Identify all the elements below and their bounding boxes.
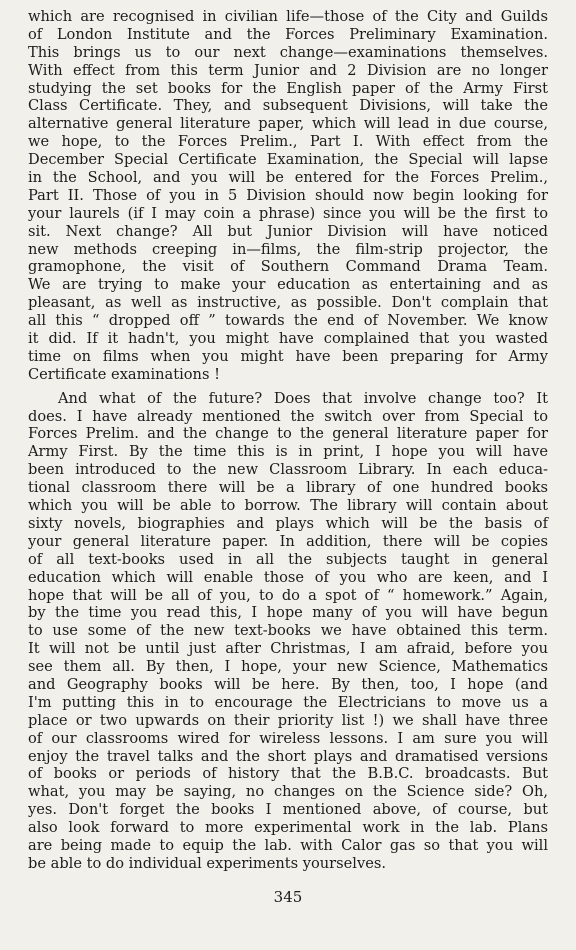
text-line: gramophone, the visit of Southern Command Drama Team. — [28, 258, 548, 276]
text-line: it did. If it hadn't, you might have complained that you wasted — [28, 330, 548, 348]
text-line: and Geography books will be here. By then, too, I hope (and — [28, 675, 548, 693]
text-line: all this “ dropped off ” towards the end of November. We know — [28, 312, 548, 330]
text-line: been introduced to the new Classroom Library. In each educa- — [28, 461, 548, 479]
text-line: education which will enable those of you who are keen, and I — [28, 568, 548, 586]
text-line: Part II. Those of you in 5 Division should now begin looking for — [28, 186, 548, 204]
text-line: by the time you read this, I hope many of you will have begun — [28, 604, 548, 622]
text-line: hope that will be all of you, to do a spot of “ homework.” Again, — [28, 586, 548, 604]
text-line: does. I have already mentioned the switch over from Special to — [28, 407, 548, 425]
text-line: studying the set books for the English paper of the Army First — [28, 79, 548, 97]
document-body — [28, 8, 548, 873]
text-line: of our classrooms wired for wireless lessons. I am sure you will — [28, 729, 548, 747]
text-line: alternative general literature paper, which will lead in due course, — [28, 115, 548, 133]
paragraph-2 — [28, 390, 548, 873]
text-line: I'm putting this in to encourage the Electricians to move us a — [28, 693, 548, 711]
text-line: December Special Certificate Examination, the Special will lapse — [28, 151, 548, 169]
text-line: This brings us to our next change—examinations themselves. — [28, 43, 548, 61]
text-line: pleasant, as well as instructive, as possible. Don't complain that — [28, 294, 548, 312]
text-line: sixty novels, biographies and plays which will be the basis of — [28, 514, 548, 532]
text-line: Forces Prelim. and the change to the general literature paper for — [28, 425, 548, 443]
text-line: are being made to equip the lab. with Calor gas so that you will — [28, 836, 548, 854]
text-line: be able to do individual experiments yourselves. — [28, 854, 386, 872]
text-line: your general literature paper. In addition, there will be copies — [28, 532, 548, 550]
text-line: also look forward to more experimental work in the lab. Plans — [28, 819, 548, 837]
text-line: Certificate examinations ! — [28, 365, 220, 383]
text-line: of all text-books used in all the subjects taught in general — [28, 550, 548, 568]
text-line: of books or periods of history that the B.B.C. broadcasts. But — [28, 765, 548, 783]
text-line: With effect from this term Junior and 2 Division are no longer — [28, 61, 548, 79]
text-line: Class Certificate. They, and subsequent Divisions, will take the — [28, 97, 548, 115]
text-line: which you will be able to borrow. The library will contain about — [28, 497, 548, 515]
text-line: in the School, and you will be entered for the Forces Prelim., — [28, 169, 548, 187]
text-line: place or two upwards on their priority list !) we shall have three — [28, 711, 548, 729]
text-line: which are recognised in civilian life—those of the City and Guilds — [28, 8, 548, 25]
text-line: to use some of the new text-books we have obtained this term. — [28, 622, 548, 640]
text-line: new methods creeping in—films, the film-strip projector, the — [28, 240, 548, 258]
text-line: see them all. By then, I hope, your new Science, Mathematics — [28, 658, 548, 676]
text-line: yes. Don't forget the books I mentioned above, of course, but — [28, 801, 548, 819]
text-line: enjoy the travel talks and the short plays and dramatised versions — [28, 747, 548, 765]
paragraph-1 — [28, 8, 548, 384]
text-line: And what of the future? Does that involve change too? It — [58, 389, 548, 407]
text-line: we hope, to the Forces Prelim., Part I. With effect from the — [28, 133, 548, 151]
text-line: tional classroom there will be a library of one hundred books — [28, 479, 548, 497]
page-number: 345 — [273, 888, 303, 906]
text-line: sit. Next change? All but Junior Division will have noticed — [28, 222, 548, 240]
text-line: of London Institute and the Forces Preliminary Examination. — [28, 25, 548, 43]
text-line: your laurels (if I may coin a phrase) since you will be the first to — [28, 204, 548, 222]
text-line: We are trying to make your education as entertaining and as — [28, 276, 548, 294]
text-line: Army First. By the time this is in print, I hope you will have — [28, 443, 548, 461]
text-line: what, you may be saying, no changes on the Science side? Oh, — [28, 783, 548, 801]
text-line: It will not be until just after Christmas, I am afraid, before you — [28, 640, 548, 658]
text-line: time on films when you might have been preparing for Army — [28, 347, 548, 365]
